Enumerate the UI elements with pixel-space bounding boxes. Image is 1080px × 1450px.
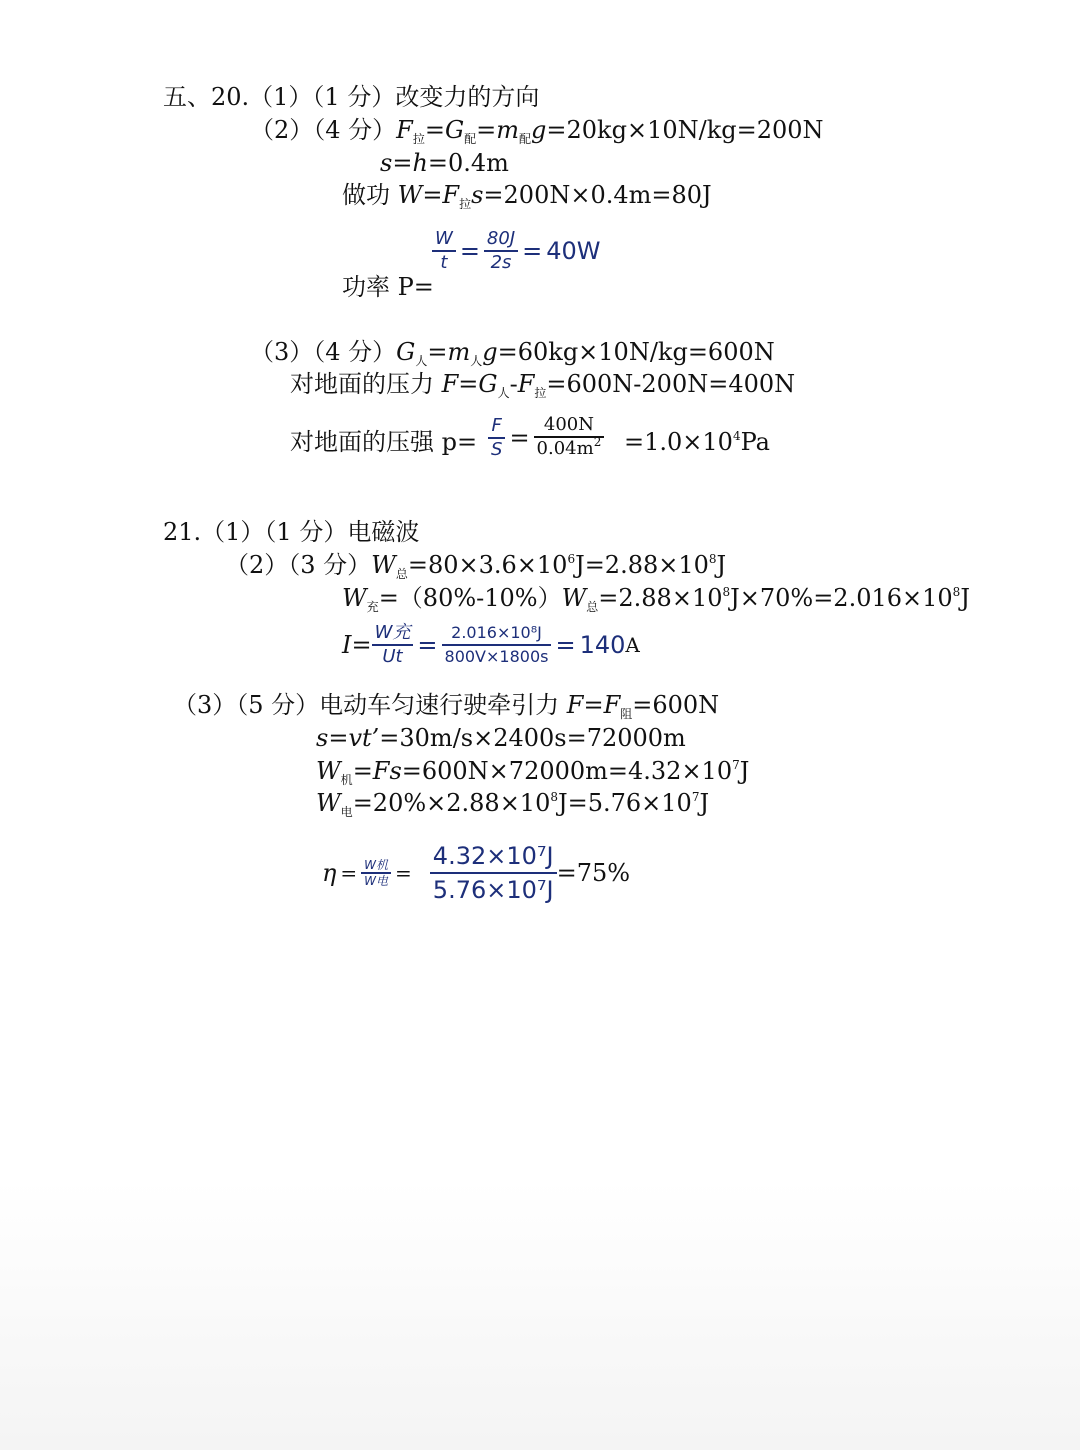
q20-line4-tail: =200N×0.4m=80J bbox=[483, 181, 712, 209]
q21-efficiency-result: =75% bbox=[556, 859, 631, 887]
fraction-80j-over-2s: $\frac{80J}{2s}$ bbox=[484, 228, 518, 274]
q21-line3: $W_充=(80\%-10\%)W_总=2.88\times 10^8J\times 70\%=2.016\times 10^8J$ bbox=[342, 584, 970, 614]
q20-line6: （3）（4 分）$G_人=m_人g=60kg\times 10N/kg=600N$ bbox=[250, 338, 775, 368]
q20-line8 bbox=[290, 427, 477, 457]
q20-pressure-result: $=1.0\times 10^4Pa$ bbox=[624, 428, 770, 456]
q20-power-formula: $\frac{W}{t}$ = $\frac{80J}{2s}$ = 40W bbox=[432, 228, 601, 274]
q21-efficiency-label: η bbox=[322, 859, 337, 887]
q21-part3-label: （3）（5 分）电动车匀速行驶牵引力 bbox=[173, 691, 567, 719]
q20-line7: 对地面的压力 $F=G_人-F_拉=600N-200N=400N$ bbox=[290, 370, 796, 400]
q21-efficiency-formula: η = $\frac{\text{W机}}{\text{W电}}$ = $\frac{\text{4.32×10⁷J}}{\text{5.76×10⁷J}}$ =75% bbox=[322, 842, 631, 904]
q20-line7-prefix: 对地面的压力 bbox=[290, 370, 442, 398]
q20-line8-prefix: 对地面的压强 p= bbox=[290, 428, 478, 456]
q20-line7-tail: =600N-200N=400N bbox=[546, 370, 796, 398]
fraction-w-over-t: $\frac{W}{t}$ bbox=[432, 228, 456, 274]
q20-line2: （2）（4 分）$F_拉=G_配=m_配g=20kg\times 10N/kg=200N$ bbox=[250, 116, 824, 146]
q21-part2-label: （2）（3 分） bbox=[225, 551, 372, 579]
q20-pressure-formula: $\frac{F}{S}$ = $\frac{400N}{0.04m^2}$ bbox=[488, 414, 604, 461]
q21-current-label: I= bbox=[342, 631, 372, 659]
q21-current-formula: I= $\frac{\text{W充}}{Ut}$ = $\frac{\text{2.016×10⁸J}}{800V\times 1800s}$ = 140 A bbox=[342, 622, 640, 667]
fraction-energy-over-vt: $\frac{\text{2.016×10⁸J}}{800V\times 1800s}$ bbox=[442, 622, 552, 668]
q21-line7: $W_机=Fs=600N\times 72000m=4.32\times 10^7J$ bbox=[316, 757, 750, 787]
q20-line3-tail: =0.4m bbox=[427, 149, 509, 177]
q20-line4: 做功 $W=F_拉s=200N\times 0.4m=80J$ bbox=[342, 181, 712, 211]
q20-part2-label: （2）（4 分） bbox=[250, 116, 397, 144]
q21-line8: $W_电=20\%\times 2.88\times 10^8J=5.76\times 10^7J$ bbox=[316, 789, 710, 819]
q20-line2-eq: =20kg×10N/kg=200N bbox=[546, 116, 824, 144]
q20-line6-tail: =60kg×10N/kg=600N bbox=[497, 338, 775, 366]
q21-line6: s=vt’=30m/s×2400s=72000m bbox=[316, 724, 686, 752]
q20-line3: s=h=0.4m bbox=[380, 149, 509, 177]
fraction-w-over-ut: $\frac{\text{W充}}{Ut}$ bbox=[372, 622, 414, 668]
fraction-efficiency-values: $\frac{\text{4.32×10⁷J}}{\text{5.76×10⁷J}}$ bbox=[430, 840, 557, 906]
q20-power-label: 功率 P= bbox=[342, 273, 434, 301]
fraction-wji-over-wdian: $\frac{\text{W机}}{\text{W电}}$ bbox=[361, 858, 391, 888]
fraction-400n-over-area: $\frac{400N}{0.04m^2}$ bbox=[534, 414, 605, 461]
q21-line2: （2）（3 分）$W_总=80\times 3.6\times 10^6J=2.88\times 10^8J$ bbox=[225, 551, 727, 581]
fraction-f-over-s: $\frac{F}{S}$ bbox=[488, 415, 505, 461]
q20-part3-label: （3）（4 分） bbox=[250, 338, 397, 366]
q20-line1: 五、20.（1）（1 分）改变力的方向 bbox=[163, 83, 540, 111]
q21-line1: 21.（1）（1 分）电磁波 bbox=[163, 518, 420, 546]
q20-line4-prefix: 做功 bbox=[342, 181, 398, 209]
q20-power-result: 40W bbox=[546, 237, 601, 265]
q21-current-result: 140 bbox=[579, 631, 626, 659]
q21-line5: （3）（5 分）电动车匀速行驶牵引力 $F=F_阻=600N$ bbox=[173, 691, 720, 721]
